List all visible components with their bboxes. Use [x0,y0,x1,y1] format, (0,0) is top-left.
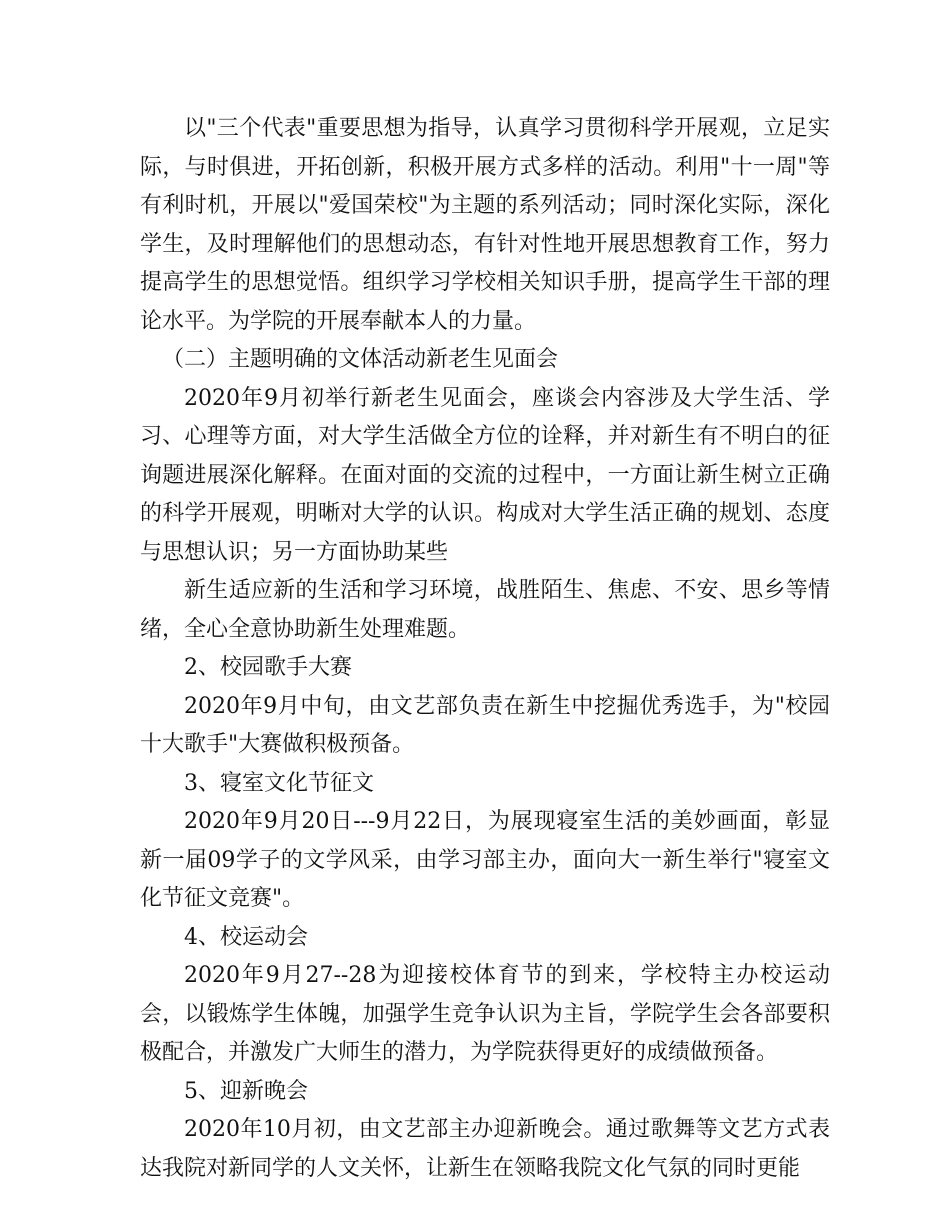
paragraph-dorm-essay: 2020年9月20日---9月22日，为展现寝室生活的美妙画面，彰显新一届09学子的文学风采，由学习部主办，面向大一新生举行"寝室文化节征文竞赛"。 [140,809,830,911]
paragraph-sports-meet: 2020年9月27--28为迎接校体育节的到来，学校特主办校运动会，以锻炼学生体魄，加强学生竞争认识为主旨，学院学生会各部要积极配合，并激发广大师生的潜力，为学院获得更好的成绩做预备。 [140,963,830,1065]
paragraph-guiding-ideology: 以"三个代表"重要思想为指导，认真学习贯彻科学开展观，立足实际，与时俱进，开拓创新，积极开展方式多样的活动。利用"十一周"等有利时机，开展以"爱国荣校"为主题的系列活动；同时深化实际，深化学生，及时理解他们的思想动态，有针对性地开展思想教育工作，努力提高学生的思想觉悟。组织学习学校相关知识手册，提高学生干部的理论水平。为学院的开展奉献本人的力量。 [140,116,830,334]
document-body [140,110,830,1188]
item-heading-singer-contest: 2、校园歌手大赛 [184,655,352,680]
section-heading-cultural-activities: （二）主题明确的文体活动新老生见面会 [162,347,559,372]
paragraph-singer-contest: 2020年9月中旬，由文艺部负责在新生中挖掘优秀选手，为"校园十大歌手"大赛做积极预备。 [140,693,830,757]
paragraph-welcome-meeting-continued: 新生适应新的生活和学习环境，战胜陌生、焦虑、不安、思乡等情绪，全心全意协助新生处理难题。 [140,578,830,642]
paragraph-welcome-gala: 2020年10月初，由文艺部主办迎新晚会。通过歌舞等文艺方式表达我院对新同学的人文关怀，让新生在领略我院文化气氛的同时更能 [140,1117,830,1181]
paragraph-welcome-meeting: 2020年9月初举行新老生见面会，座谈会内容涉及大学生活、学习、心理等方面，对大学生活做全方位的诠释，并对新生有不明白的征询题进展深化解释。在面对面的交流的过程中，一方面让新生树立正确的科学开展观，明晰对大学的认识。构成对大学生活正确的规划、态度与思想认识；另一方面协助某些 [140,385,830,565]
item-heading-welcome-gala: 5、迎新晚会 [184,1078,308,1104]
item-heading-dorm-essay: 3、寝室文化节征文 [184,770,374,796]
item-heading-sports-meet: 4、校运动会 [184,924,308,950]
